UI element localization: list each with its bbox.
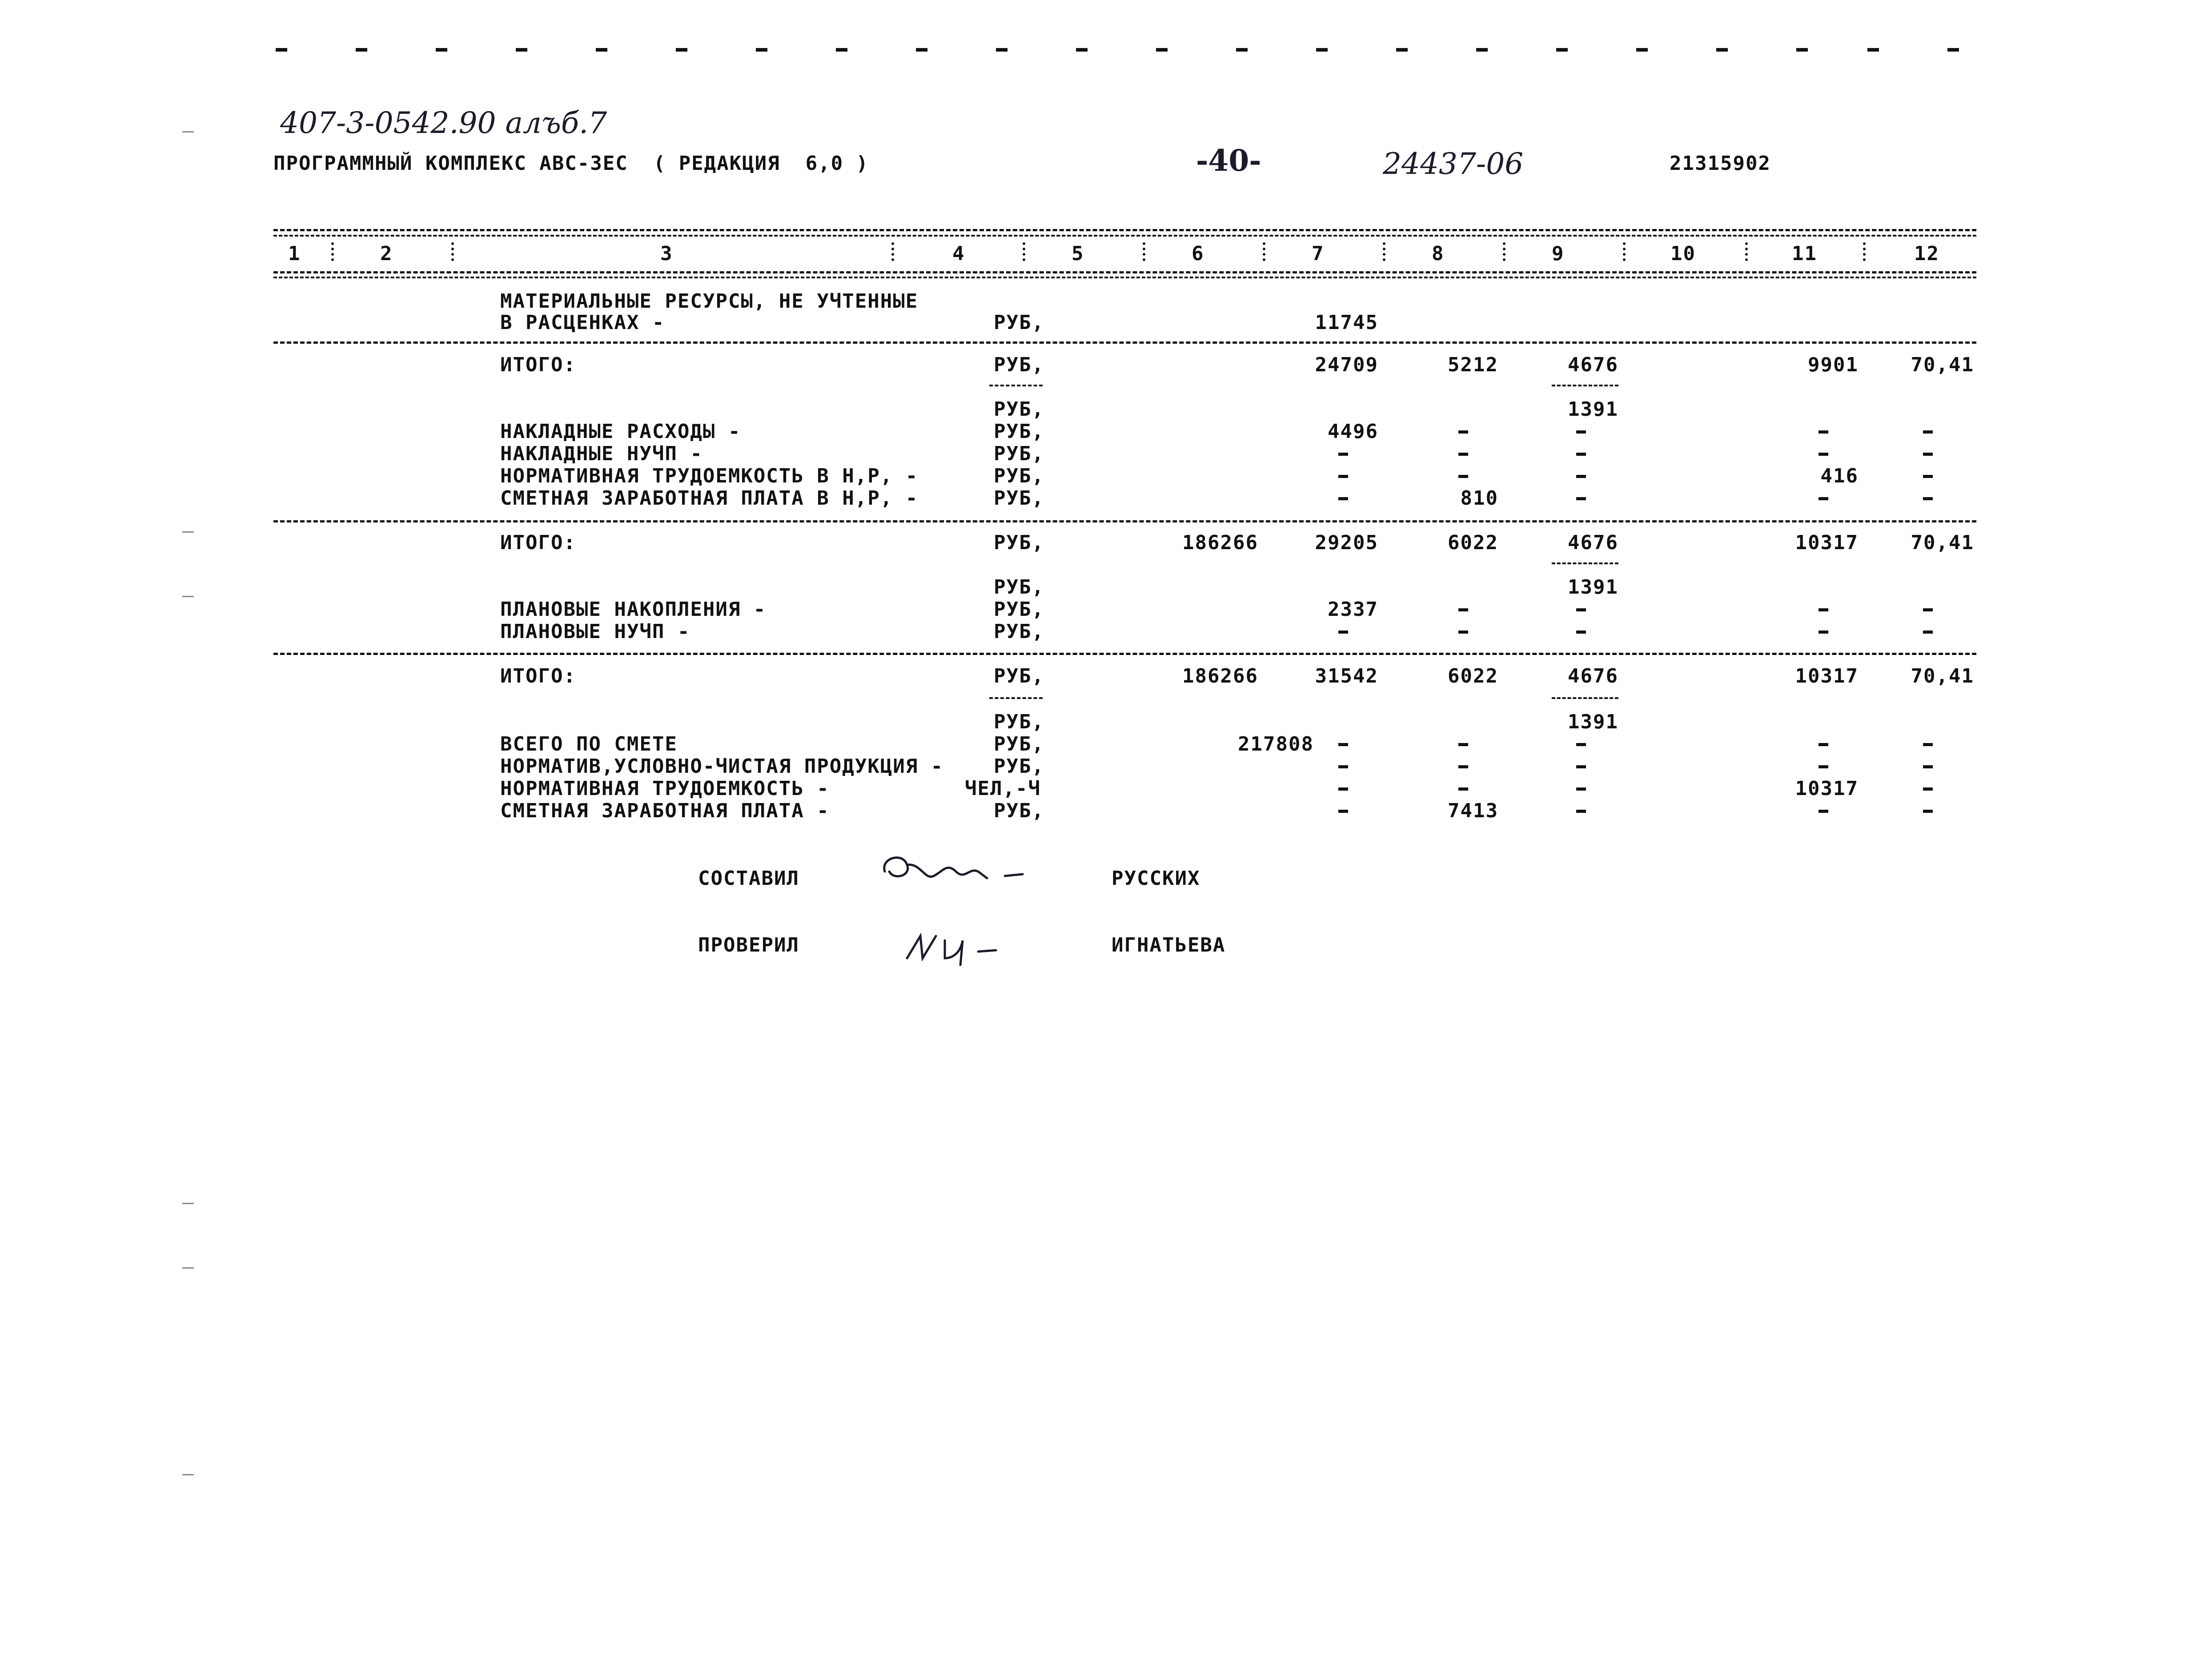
cell-col7: 4496: [1328, 420, 1378, 443]
handwritten-code: 24437-06: [1383, 147, 1524, 181]
row-total-3: ИТОГО:: [500, 665, 576, 687]
unit: РУБ,: [994, 598, 1044, 621]
row-total-2: ИТОГО:: [500, 531, 576, 554]
unit: РУБ,: [994, 755, 1044, 778]
row-material-resources-line2: В РАСЦЕНКАХ -: [500, 311, 665, 334]
unit: РУБ,: [994, 442, 1044, 465]
unit: РУБ,: [994, 465, 1044, 487]
unit: РУБ,: [994, 576, 1044, 599]
compiled-by-label: СОСТАВИЛ: [698, 867, 799, 890]
cell-col8: 5212: [1448, 353, 1498, 376]
cell-col8: 7413: [1448, 799, 1498, 822]
col9-underline: [1552, 562, 1618, 564]
compiled-by-name: РУССКИХ: [1112, 867, 1200, 890]
col-header-9: 9: [1552, 242, 1565, 265]
header-top-rule: [273, 229, 1976, 231]
row-planned-nuchp: ПЛАНОВЫЕ НУЧП -: [500, 620, 690, 643]
cell-col9: 1391: [1568, 576, 1618, 599]
row-total-1: ИТОГО:: [500, 353, 576, 376]
row-net-production: НОРМАТИВ,УСЛОВНО-ЧИСТАЯ ПРОДУКЦИЯ -: [500, 755, 944, 778]
row-wages-overhead: СМЕТНАЯ ЗАРАБОТНАЯ ПЛАТА В Н,Р, -: [500, 487, 919, 510]
cell-col12: 70,41: [1911, 353, 1974, 376]
cell-col7: 24709: [1315, 353, 1378, 376]
cell-col7: 29205: [1315, 531, 1378, 554]
unit: РУБ,: [994, 799, 1044, 822]
col-header-7: 7: [1312, 242, 1325, 265]
row-labor-intensity: НОРМАТИВНАЯ ТРУДОЕМКОСТЬ -: [500, 777, 830, 800]
unit-underline: [989, 385, 1043, 386]
page-number: -40-: [1196, 143, 1261, 178]
cell-col11: 416: [1820, 465, 1859, 487]
cell-col9: 4676: [1568, 531, 1618, 554]
cell-col9: 1391: [1568, 398, 1618, 421]
unit: РУБ,: [994, 487, 1044, 510]
cell-col8: 6022: [1448, 665, 1498, 687]
row-estimated-wages: СМЕТНАЯ ЗАРАБОТНАЯ ПЛАТА -: [500, 799, 830, 822]
col9-underline: [1552, 697, 1618, 699]
cell-col6: 186266: [1182, 665, 1258, 687]
col-header-12: 12: [1914, 242, 1939, 265]
unit: РУБ,: [994, 733, 1044, 755]
unit-underline: [989, 697, 1043, 699]
cell-col9: 4676: [1568, 665, 1618, 687]
col-header-11: 11: [1792, 242, 1817, 265]
cell-col11: 9901: [1808, 353, 1859, 376]
cell-col12: 70,41: [1911, 665, 1974, 687]
col-header-2: 2: [380, 242, 393, 265]
col9-underline: [1552, 385, 1618, 386]
cell-col8: 6022: [1448, 531, 1498, 554]
unit: РУБ,: [994, 311, 1044, 334]
cell-col11: 10317: [1795, 777, 1859, 800]
checked-by-label: ПРОВЕРИЛ: [698, 934, 799, 956]
col-header-1: 1: [288, 242, 301, 265]
cell-col11: 10317: [1795, 531, 1859, 554]
col-header-8: 8: [1432, 242, 1445, 265]
document-number: 21315902: [1670, 152, 1771, 175]
cell-col12: 70,41: [1911, 531, 1974, 554]
header-bottom-rule-2: [273, 277, 1976, 278]
handwritten-reference: 407-3-0542.90 алъб.7: [280, 106, 607, 140]
header-bottom-rule: [273, 271, 1976, 273]
col-header-3: 3: [660, 242, 673, 265]
unit: ЧЕЛ,-Ч: [965, 777, 1041, 800]
compiled-signature: [876, 845, 1045, 894]
unit: РУБ,: [994, 398, 1044, 421]
program-title: ПРОГРАММНЫЙ КОМПЛЕКС АВС-3ЕС ( РЕДАКЦИЯ 6,0 ): [273, 152, 869, 175]
cell-col6: 217808: [1238, 733, 1314, 755]
row-material-resources-line1: МАТЕРИАЛЬНЫЕ РЕСУРСЫ, НЕ УЧТЕННЫЕ: [500, 290, 919, 313]
col-header-10: 10: [1670, 242, 1696, 265]
section-rule: [273, 341, 1976, 344]
cell-col11: 10317: [1795, 665, 1859, 687]
cell-col7: 11745: [1315, 311, 1378, 334]
unit: РУБ,: [994, 531, 1044, 554]
section-rule: [273, 653, 1976, 655]
row-labor-intensity-overhead: НОРМАТИВНАЯ ТРУДОЕМКОСТЬ В Н,Р, -: [500, 465, 919, 487]
col-header-4: 4: [952, 242, 965, 265]
cell-col8: 810: [1460, 487, 1498, 510]
cell-col9: 4676: [1568, 353, 1618, 376]
unit: РУБ,: [994, 665, 1044, 687]
unit: РУБ,: [994, 353, 1044, 376]
cell-col7: 2337: [1328, 598, 1378, 621]
cell-col6: 186266: [1182, 531, 1258, 554]
checked-signature: [903, 923, 1018, 972]
row-total-estimate: ВСЕГО ПО СМЕТЕ: [500, 733, 678, 755]
section-rule: [273, 520, 1976, 522]
col-header-6: 6: [1192, 242, 1204, 265]
header-top-rule-2: [273, 235, 1976, 237]
row-overhead: НАКЛАДНЫЕ РАСХОДЫ -: [500, 420, 741, 443]
row-overhead-nuchp: НАКЛАДНЫЕ НУЧП -: [500, 442, 703, 465]
checked-by-name: ИГНАТЬЕВА: [1112, 934, 1226, 956]
unit: РУБ,: [994, 711, 1044, 733]
row-planned-savings: ПЛАНОВЫЕ НАКОПЛЕНИЯ -: [500, 598, 767, 621]
cell-col7: 31542: [1315, 665, 1378, 687]
cell-col9: 1391: [1568, 711, 1618, 733]
unit: РУБ,: [994, 420, 1044, 443]
col-header-5: 5: [1072, 242, 1084, 265]
unit: РУБ,: [994, 620, 1044, 643]
